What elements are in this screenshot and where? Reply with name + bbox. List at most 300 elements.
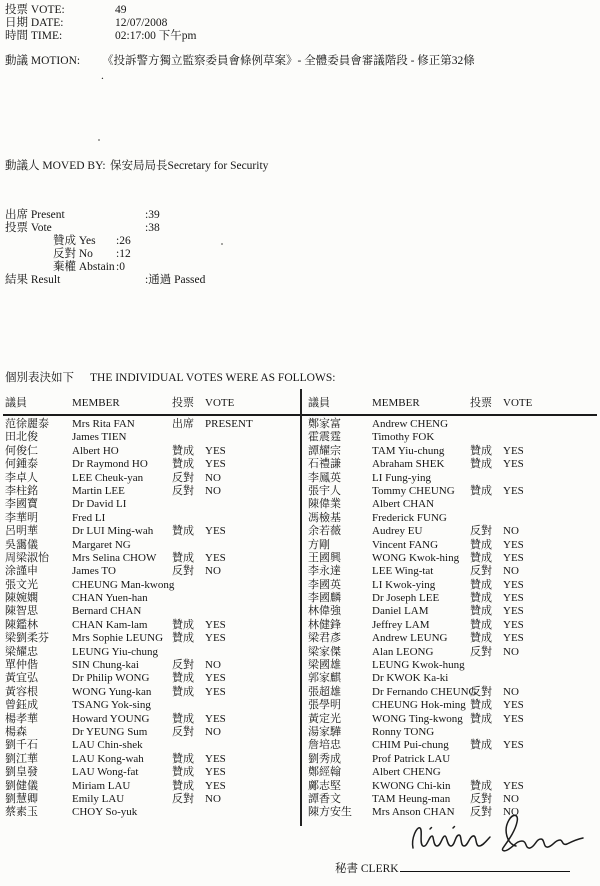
- clerk-signature-line: [335, 859, 570, 876]
- member-name-cn: 陳婉嫻: [5, 592, 38, 605]
- vote-cn: [470, 472, 503, 485]
- member-name-en: LEE Wing-tat: [372, 565, 434, 578]
- member-name-en: Daniel LAM: [372, 605, 429, 618]
- table-row: [308, 512, 597, 525]
- stats-row-abstain: [5, 261, 205, 274]
- vote-en: NO: [205, 565, 221, 578]
- vote-cn: 贊成: [172, 672, 194, 685]
- vote-cn: 贊成: [470, 578, 492, 591]
- table-row: [308, 431, 597, 444]
- table-row: [5, 713, 297, 726]
- member-name-en: Dr Joseph LEE: [372, 592, 440, 605]
- table-row: [308, 713, 597, 726]
- vote-en: NO: [503, 685, 519, 698]
- vote-en: YES: [503, 618, 524, 631]
- vote-en: YES: [503, 739, 524, 752]
- header-member-cn: 議員: [5, 397, 27, 409]
- member-name-en: Mrs Rita FAN: [72, 418, 135, 430]
- vote-en: [205, 431, 297, 444]
- vote-cn: 贊成: [470, 605, 492, 618]
- vote-en: YES: [205, 632, 226, 645]
- vote-en: YES: [205, 766, 226, 779]
- vote-en: [503, 753, 597, 766]
- vote-cn: [172, 512, 205, 525]
- member-name-cn: 李永達: [308, 565, 341, 578]
- member-name-en: TSANG Yok-sing: [72, 699, 151, 712]
- member-name-cn: 李國英: [308, 578, 341, 591]
- vote-cn: 贊成: [172, 685, 194, 698]
- vote-cn: 反對: [470, 806, 492, 819]
- table-row: [308, 525, 597, 538]
- vote-en: [205, 605, 297, 618]
- vote-en: YES: [503, 578, 524, 591]
- member-name-cn: 張學明: [308, 699, 341, 712]
- vote-cn: 贊成: [470, 618, 492, 631]
- vote-en: [205, 579, 297, 592]
- vote-cn: [470, 431, 503, 444]
- table-row: [5, 686, 297, 699]
- member-name-cn: 林健鋒: [308, 618, 341, 631]
- vote-en: YES: [503, 632, 524, 645]
- vote-cn: 贊成: [470, 538, 492, 551]
- table-row: [308, 646, 597, 659]
- scan-noise-speck: [98, 139, 100, 141]
- stats-row-no: [5, 248, 205, 261]
- vote-cn: 贊成: [172, 779, 194, 792]
- table-row: [5, 605, 297, 618]
- member-name-cn: 單仲偕: [5, 659, 38, 672]
- member-name-cn: 張宇人: [308, 484, 341, 497]
- stats-row-result: [5, 274, 205, 287]
- member-name-cn: 李國麟: [308, 592, 341, 605]
- date-value: 12/07/2008: [115, 17, 168, 29]
- vote-cn: 出席: [172, 418, 194, 430]
- individual-votes-heading: [5, 372, 335, 385]
- member-name-en: Albert CHAN: [372, 498, 435, 511]
- vote-cn: [470, 418, 503, 431]
- vote-en: [503, 659, 597, 672]
- individual-votes-heading-cn: 個別表決如下: [5, 372, 74, 384]
- vote-cn: 反對: [172, 471, 194, 484]
- member-name-en: TAM Heung-man: [372, 792, 451, 805]
- table-row: [5, 739, 297, 752]
- vote-en: [205, 498, 297, 511]
- vote-en: YES: [503, 699, 524, 712]
- member-name-en: CHAN Kam-lam: [72, 618, 148, 631]
- vote-cn: 贊成: [470, 739, 492, 752]
- member-name-cn: 梁劉柔芬: [5, 632, 49, 645]
- motion-row: [5, 55, 475, 68]
- table-row: [5, 512, 297, 525]
- member-name-cn: 張超雄: [308, 685, 341, 698]
- vote-cn: 反對: [172, 565, 194, 578]
- vote-cn: 贊成: [172, 766, 194, 779]
- date-row: [5, 17, 167, 30]
- member-name-cn: 田北俊: [5, 431, 38, 444]
- table-row: [5, 592, 297, 605]
- member-name-en: CHEUNG Man-kwong: [72, 578, 175, 591]
- member-name-cn: 周梁淑怡: [5, 551, 49, 564]
- member-name-en: Dr Raymond HO: [72, 458, 148, 471]
- member-name-en: CHIM Pui-chung: [372, 739, 449, 752]
- vote-en: YES: [205, 712, 226, 725]
- vote-en: NO: [503, 792, 519, 805]
- member-name-cn: 陳智思: [5, 605, 38, 618]
- table-row: [308, 766, 597, 779]
- table-row: [308, 418, 597, 431]
- member-name-en: Alan LEONG: [372, 645, 434, 658]
- vote-cn: 贊成: [172, 618, 194, 631]
- member-name-cn: 陳鑑林: [5, 618, 38, 631]
- vote-en: NO: [205, 725, 221, 738]
- votes-table: [0, 396, 600, 836]
- table-right-half: [308, 396, 597, 819]
- member-name-cn: 陳方安生: [308, 806, 352, 819]
- member-name-cn: 鄭經翰: [308, 766, 341, 779]
- vote-en: NO: [205, 471, 221, 484]
- table-center-divider: [300, 389, 302, 826]
- vote-number-row: [5, 4, 127, 17]
- vote-cn: 反對: [470, 565, 492, 578]
- header-vote-cn: 投票: [172, 397, 194, 409]
- table-row: [5, 485, 297, 498]
- vote-en: YES: [205, 525, 226, 538]
- vote-en: [205, 806, 297, 819]
- vote-cn: 贊成: [172, 525, 194, 538]
- vote-cn: [172, 579, 205, 592]
- table-row: [5, 793, 297, 806]
- vote-en: NO: [503, 525, 519, 538]
- member-name-en: Mrs Selina CHOW: [72, 551, 157, 564]
- moved-by-label: 動議人 MOVED BY:: [5, 160, 106, 172]
- vote-cn: [470, 512, 503, 525]
- table-row: [5, 445, 297, 458]
- table-row: [5, 565, 297, 578]
- table-row: [308, 485, 597, 498]
- vote-en: YES: [503, 712, 524, 725]
- member-name-en: Albert CHENG: [372, 766, 441, 779]
- member-name-cn: 鄺志堅: [308, 779, 341, 792]
- member-name-cn: 李卓人: [5, 471, 38, 484]
- vote-en: YES: [503, 484, 524, 497]
- table-row: [5, 766, 297, 779]
- member-name-en: James TO: [72, 565, 116, 578]
- table-row: [308, 780, 597, 793]
- table-row: [5, 619, 297, 632]
- no-label: 反對 No: [53, 248, 93, 261]
- table-row: [5, 780, 297, 793]
- date-label: 日期 DATE:: [5, 17, 64, 29]
- clerk-label: 秘書 CLERK: [335, 863, 399, 875]
- table-row: [308, 726, 597, 739]
- member-name-en: WONG Yung-kan: [72, 685, 152, 698]
- vote-cn: 贊成: [172, 458, 194, 471]
- table-row: [5, 458, 297, 471]
- vote-number-value: 49: [115, 4, 127, 16]
- member-name-cn: 吳靄儀: [5, 538, 38, 551]
- table-row: [308, 793, 597, 806]
- member-name-en: LI Fung-ying: [372, 471, 431, 484]
- member-name-en: Andrew CHENG: [372, 418, 449, 430]
- vote-cn: 反對: [172, 659, 194, 672]
- vote-en: NO: [503, 645, 519, 658]
- table-row: [308, 739, 597, 752]
- table-row: [5, 726, 297, 739]
- vote-en: [205, 699, 297, 712]
- member-name-en: Dr Fernando CHEUNG: [372, 685, 477, 698]
- member-name-en: LEUNG Kwok-hung: [372, 659, 465, 672]
- member-name-cn: 楊孝華: [5, 712, 38, 725]
- table-row: [5, 418, 297, 431]
- member-name-en: LI Kwok-ying: [372, 578, 436, 591]
- stats-row-present: [5, 209, 205, 222]
- vote-en: [503, 418, 597, 431]
- member-name-cn: 何鍾泰: [5, 458, 38, 471]
- table-row: [5, 525, 297, 538]
- stats-row-yes: [5, 235, 205, 248]
- vote-en: [205, 512, 297, 525]
- vote-cn: [172, 431, 205, 444]
- table-row: [5, 431, 297, 444]
- table-row: [5, 632, 297, 645]
- vote-cn: 反對: [470, 645, 492, 658]
- vote-en: [205, 592, 297, 605]
- vote-cn: [470, 766, 503, 779]
- time-value: 02:17:00 下午pm: [115, 30, 197, 42]
- member-name-en: CHAN Yuen-han: [72, 592, 148, 605]
- vote-cn: [172, 646, 205, 659]
- yes-label: 贊成 Yes: [53, 235, 96, 248]
- member-name-cn: 霍震霆: [308, 431, 341, 444]
- member-name-cn: 郭家麒: [308, 672, 341, 685]
- member-name-cn: 李國寶: [5, 498, 38, 511]
- member-name-en: Emily LAU: [72, 792, 125, 805]
- vote-total-label: 投票 Vote: [5, 222, 52, 235]
- member-name-cn: 梁耀忠: [5, 645, 38, 658]
- vote-en: YES: [503, 592, 524, 605]
- vote-cn: [172, 806, 205, 819]
- table-header-row: [308, 396, 597, 412]
- member-name-en: Fred LI: [72, 511, 106, 524]
- vote-en: [503, 766, 597, 779]
- member-name-en: Tommy CHEUNG: [372, 484, 455, 497]
- member-name-cn: 鄭家富: [308, 418, 341, 430]
- abstain-value: :0: [116, 261, 125, 274]
- member-name-cn: 譚香文: [308, 792, 341, 805]
- table-row: [5, 552, 297, 565]
- present-label: 出席 Present: [5, 209, 65, 221]
- vote-cn: [470, 672, 503, 685]
- vote-cn: 反對: [172, 484, 194, 497]
- result-value: :通過 Passed: [145, 274, 206, 287]
- table-row: [308, 699, 597, 712]
- vote-en: [503, 431, 597, 444]
- member-name-cn: 譚耀宗: [308, 444, 341, 457]
- member-name-cn: 王國興: [308, 551, 341, 564]
- vote-en: PRESENT: [205, 418, 253, 430]
- vote-en: [503, 672, 597, 685]
- member-name-en: Albert HO: [72, 444, 119, 457]
- table-row: [5, 659, 297, 672]
- vote-cn: 贊成: [470, 699, 492, 712]
- table-row: [308, 565, 597, 578]
- vote-en: [503, 512, 597, 525]
- header-vote-en: VOTE: [205, 397, 235, 409]
- vote-cn: 反對: [470, 685, 492, 698]
- vote-cn: [172, 605, 205, 618]
- member-name-cn: 詹培忠: [308, 739, 341, 752]
- member-name-cn: 曾鈺成: [5, 699, 38, 712]
- member-name-en: Martin LEE: [72, 484, 125, 497]
- vote-en: [503, 498, 597, 511]
- member-name-cn: 劉皇發: [5, 766, 38, 779]
- vote-en: [205, 646, 297, 659]
- member-name-cn: 呂明華: [5, 525, 38, 538]
- vote-en: YES: [205, 672, 226, 685]
- motion-value: 《投訴警方獨立監察委員會條例草案》- 全體委員會審議階段 - 修正第32條: [102, 55, 475, 67]
- member-name-cn: 蔡素玉: [5, 806, 38, 819]
- vote-cn: 贊成: [470, 551, 492, 564]
- table-right-rows: [308, 418, 597, 820]
- vote-en: YES: [503, 538, 524, 551]
- vote-cn: [470, 498, 503, 511]
- member-name-en: Jeffrey LAM: [372, 618, 430, 631]
- member-name-en: LAU Kong-wah: [72, 752, 144, 765]
- member-name-cn: 李柱銘: [5, 484, 38, 497]
- vote-en: YES: [205, 779, 226, 792]
- member-name-en: Dr Philip WONG: [72, 672, 150, 685]
- table-row: [5, 672, 297, 685]
- table-row: [5, 806, 297, 819]
- table-left-rows: [5, 418, 297, 820]
- member-name-en: CHOY So-yuk: [72, 806, 138, 819]
- member-name-cn: 黃定光: [308, 712, 341, 725]
- member-name-cn: 方剛: [308, 538, 330, 551]
- table-row: [308, 498, 597, 511]
- vote-cn: [172, 699, 205, 712]
- member-name-cn: 梁君彥: [308, 632, 341, 645]
- member-name-en: Prof Patrick LAU: [372, 752, 451, 765]
- member-name-cn: 陳偉業: [308, 498, 341, 511]
- member-name-en: Audrey EU: [372, 525, 423, 538]
- member-name-cn: 黃宜弘: [5, 672, 38, 685]
- vote-en: [503, 472, 597, 485]
- header-member-cn: 議員: [308, 397, 330, 409]
- member-name-cn: 劉千石: [5, 739, 38, 752]
- vote-cn: 贊成: [470, 712, 492, 725]
- member-name-en: Mrs Anson CHAN: [372, 806, 455, 819]
- vote-en: [205, 739, 297, 752]
- vote-cn: 反對: [470, 525, 492, 538]
- member-name-en: Andrew LEUNG: [372, 632, 448, 645]
- vote-en: NO: [205, 659, 221, 672]
- vote-en: YES: [503, 444, 524, 457]
- member-name-cn: 楊森: [5, 725, 27, 738]
- vote-en: YES: [205, 458, 226, 471]
- header-vote-en: VOTE: [503, 397, 533, 409]
- vote-cn: 贊成: [172, 551, 194, 564]
- member-name-cn: 黃容根: [5, 685, 38, 698]
- table-row: [308, 659, 597, 672]
- member-name-en: SIN Chung-kai: [72, 659, 139, 672]
- stats-row-vote: [5, 222, 205, 235]
- vote-cn: 反對: [172, 725, 194, 738]
- vote-cn: 贊成: [172, 632, 194, 645]
- member-name-en: WONG Ting-kwong: [372, 712, 463, 725]
- member-name-cn: 劉慧卿: [5, 792, 38, 805]
- signature-underline: [400, 859, 570, 872]
- member-name-en: LAU Wong-fat: [72, 766, 139, 779]
- member-name-en: Dr KWOK Ka-ki: [372, 672, 449, 685]
- member-name-en: Ronny TONG: [372, 725, 435, 738]
- vote-en: YES: [205, 618, 226, 631]
- vote-en: NO: [205, 792, 221, 805]
- table-left-half: [5, 396, 297, 819]
- table-header-row: [5, 396, 297, 412]
- member-name-en: LEE Cheuk-yan: [72, 471, 144, 484]
- present-value: :39: [145, 209, 160, 221]
- member-name-en: Bernard CHAN: [72, 605, 142, 618]
- motion-continuation-dot: .: [101, 70, 104, 82]
- vote-cn: 贊成: [172, 752, 194, 765]
- vote-cn: 贊成: [470, 632, 492, 645]
- vote-en: YES: [503, 605, 524, 618]
- member-name-cn: 李華明: [5, 511, 38, 524]
- vote-en: NO: [503, 806, 519, 819]
- motion-label: 動議 MOTION:: [5, 55, 81, 67]
- vote-cn: 反對: [172, 792, 194, 805]
- individual-votes-heading-en: THE INDIVIDUAL VOTES WERE AS FOLLOWS:: [90, 372, 336, 384]
- vote-cn: 贊成: [470, 484, 492, 497]
- vote-en: [205, 539, 297, 552]
- table-row: [308, 445, 597, 458]
- vote-en: [503, 726, 597, 739]
- member-name-cn: 劉健儀: [5, 779, 38, 792]
- table-row: [308, 592, 597, 605]
- table-row: [308, 552, 597, 565]
- vote-cn: 贊成: [172, 712, 194, 725]
- member-name-en: LEUNG Yiu-chung: [72, 645, 159, 658]
- vote-cn: [470, 753, 503, 766]
- vote-cn: [172, 739, 205, 752]
- vote-en: YES: [503, 458, 524, 471]
- vote-total-value: :38: [145, 222, 160, 235]
- header-member-en: MEMBER: [72, 397, 120, 409]
- member-name-cn: 何俊仁: [5, 444, 38, 457]
- member-name-en: WONG Kwok-hing: [372, 551, 460, 564]
- member-name-en: James TIEN: [72, 431, 127, 444]
- moved-by-value: 保安局局長Secretary for Security: [110, 160, 269, 172]
- vote-number-label: 投票 VOTE:: [5, 4, 65, 16]
- vote-en: YES: [205, 685, 226, 698]
- member-name-cn: 林偉強: [308, 605, 341, 618]
- table-row: [308, 619, 597, 632]
- vote-cn: [172, 539, 205, 552]
- table-row: [308, 632, 597, 645]
- scan-noise-speck: [221, 243, 223, 245]
- table-row: [5, 579, 297, 592]
- vote-statistics: [5, 209, 205, 288]
- vote-cn: 贊成: [470, 458, 492, 471]
- result-label: 結果 Result: [5, 274, 61, 287]
- member-name-en: Frederick FUNG: [372, 511, 447, 524]
- moved-by-row: [5, 160, 268, 173]
- table-row: [5, 539, 297, 552]
- vote-cn: [172, 592, 205, 605]
- member-name-en: Miriam LAU: [72, 779, 131, 792]
- vote-cn: 贊成: [470, 779, 492, 792]
- member-name-cn: 余若薇: [308, 525, 341, 538]
